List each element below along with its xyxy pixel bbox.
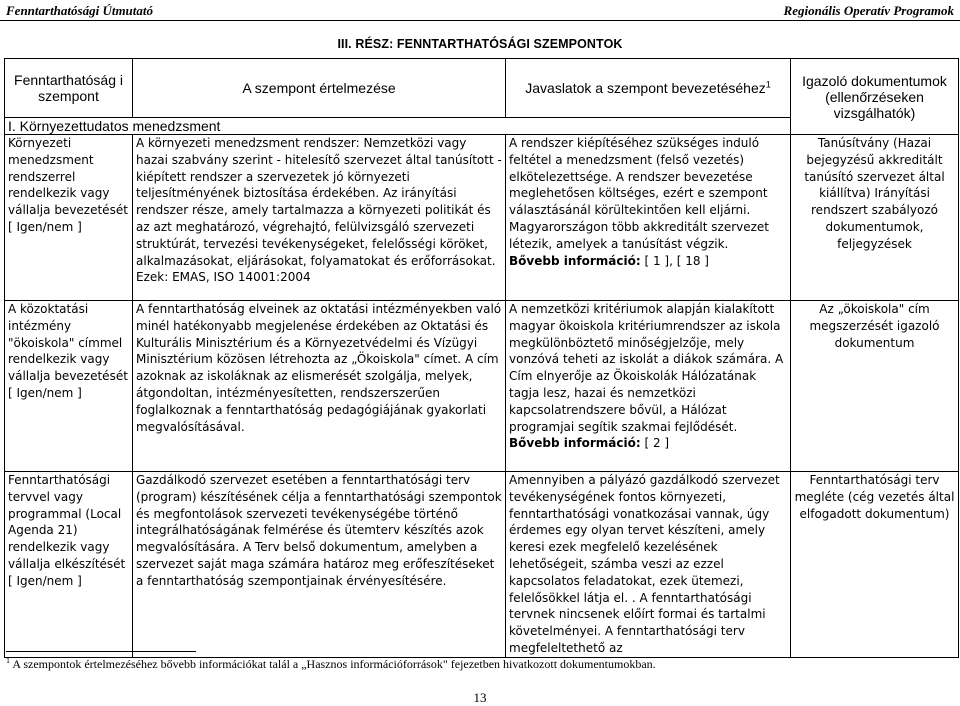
footnote-marker: 1 bbox=[6, 656, 10, 665]
page-header bbox=[0, 0, 960, 22]
row2-aspect: A közoktatási intézmény "ökoiskola" címmel rendelkezik vagy vállalja bevezetését [ Igen/nem ] bbox=[5, 301, 133, 472]
table-header-row bbox=[5, 59, 959, 118]
row3-interpretation: Gazdálkodó szervezet esetében a fenntarthatósági terv (program) készítésének célja a fenntarthatósági szempontok és megfontolások szervezeti tevékenységébe történő integrálhatóságának felmérése és ütemterv készítés azok megvalósítására. A Terv belső dokumentum, amelyben a szervezet saját maga számára határoz meg erőfeszítéseket a fenntarthatóság szempontjainak érvényesítésére. bbox=[133, 472, 506, 658]
row1-interpretation: A környezeti menedzsment rendszer: Nemzetközi vagy hazai szabvány szerint - hitelesítő szervezet által tanúsított - kiépített rendszer a szervezetek jó környezeti teljesítményének biztosítása érdekében. Az irányítási rendszer része, amely tartalmazza a környezeti politikát és az azt meghatározó, végrehajtó, felülvizsgáló szervezeti struktúrát, tervezési tevékenységeket, felelősségi köröket, alkalmazásokat, eljárásokat, folyamatokat és erőforrásokat. Ezek: EMAS, ISO 14001:2004 bbox=[133, 135, 506, 301]
header-interpretation: A szempont értelmezése bbox=[133, 59, 506, 118]
row1-aspect: Környezeti menedzsment rendszerrel rendelkezik vagy vállalja bevezetését [ Igen/nem ] bbox=[5, 135, 133, 301]
header-rule bbox=[0, 20, 960, 21]
row3-documents: Fenntarthatósági terv megléte (cég vezetés által elfogadott dokumentum) bbox=[791, 472, 959, 658]
footnote-rule bbox=[6, 651, 196, 652]
subheading-environmental-management: I. Környezettudatos menedzsment bbox=[5, 118, 791, 135]
footnote-text: A szempontok értelmezéséhez bővebb információkat talál a „Hasznos információforrások" fejezetben hivatkozott dokumentumokban. bbox=[12, 657, 656, 671]
row2-more-refs: [ 2 ] bbox=[644, 436, 670, 451]
header-left-title: Fenntarthatósági Útmutató bbox=[6, 3, 154, 18]
header-suggestions bbox=[506, 59, 791, 118]
table-row bbox=[5, 135, 959, 301]
row2-suggestion bbox=[506, 301, 791, 472]
row1-more-label: Bővebb információ: bbox=[509, 253, 641, 268]
row3-aspect: Fenntarthatósági tervvel vagy programmal (Local Agenda 21) rendelkezik vagy vállalja elkészítését [ Igen/nem ] bbox=[5, 472, 133, 658]
page-number: 13 bbox=[473, 690, 487, 705]
footnote bbox=[6, 656, 656, 672]
row1-suggestion bbox=[506, 135, 791, 301]
section-title: III. RÉSZ: FENNTARTHATÓSÁGI SZEMPONTOK bbox=[337, 37, 623, 51]
criteria-table bbox=[4, 58, 959, 658]
header-aspect: Fenntarthatóság i szempont bbox=[5, 59, 133, 118]
header-documents: Igazoló dokumentumok (ellenőrzéseken vizsgálhatók) bbox=[791, 59, 959, 135]
row1-documents: Tanúsítvány (Hazai bejegyzésű akkreditált tanúsító szervezet által kiállítva) Irányítási rendszert szabályozó dokumentumok, feljegyzések bbox=[791, 135, 959, 301]
header-suggestions-label: Javaslatok a szempont bevezetéséhez bbox=[525, 80, 766, 96]
row2-more-label: Bővebb információ: bbox=[509, 436, 641, 451]
footnote-ref: 1 bbox=[765, 79, 771, 90]
row2-suggestion-text: A nemzetközi kritériumok alapján kialakított magyar ökoiskola kritériumrendszer az iskola megkülönböztető minőségjelzője, mely vonzóvá teheti az iskolát a diákok számára. A Cím elnyerője az Ökoiskolák Hálózatának tagja lesz, hazai és nemzetközi kapcsolatrendszere bővül, a Hálózat programjai segítik szakmai fejlődését. bbox=[509, 302, 784, 434]
row3-suggestion: Amennyiben a pályázó gazdálkodó szervezet tevékenységének fontos környezeti, fenntarthatósági vonatkozásai vannak, úgy érdemes egy olyan tervet készíteni, amely keresi ezek megfelelő kezelésének lehetőségeit, számba veszi az ezzel kapcsolatos feladatokat, ezek ütemezi, felelősökkel látja el. . A fenntarthatósági tervnek nincsenek előírt formai és tartalmi követelményei. A fenntarthatósági terv megfeleltethető az bbox=[506, 472, 791, 658]
row1-more-refs: [ 1 ], [ 18 ] bbox=[644, 253, 709, 268]
table-row bbox=[5, 472, 959, 658]
row2-interpretation: A fenntarthatóság elveinek az oktatási intézményekben való minél hatékonyabb megjelenése érdekében az Oktatási és Kulturális Minisztérium és a Környezetvédelmi és Vízügyi Minisztérium közösen létrehozta az „Ökoiskola" címet. A cím azoknak az iskoláknak az elismerését szolgálja, melyek, átgondoltan, intézményesítetten, rendszerszerűen foglalkoznak a fenntarthatóság pedagógiájának gyakorlati megvalósításával. bbox=[133, 301, 506, 472]
row2-documents: Az „ökoiskola" cím megszerzését igazoló dokumentum bbox=[791, 301, 959, 472]
table-row bbox=[5, 301, 959, 472]
header-right-title: Regionális Operatív Programok bbox=[783, 3, 954, 18]
row1-suggestion-text: A rendszer kiépítéséhez szükséges induló feltétel a menedzsment (felső vezetés) elkötelezettsége. A rendszer bevezetése meglehetősen költséges, ezért e szempont választásánál körültekintően kell eljárni. Magyarországon több akkreditált szervezet létezik, amelyek a tanúsítást végzik. bbox=[509, 136, 770, 251]
